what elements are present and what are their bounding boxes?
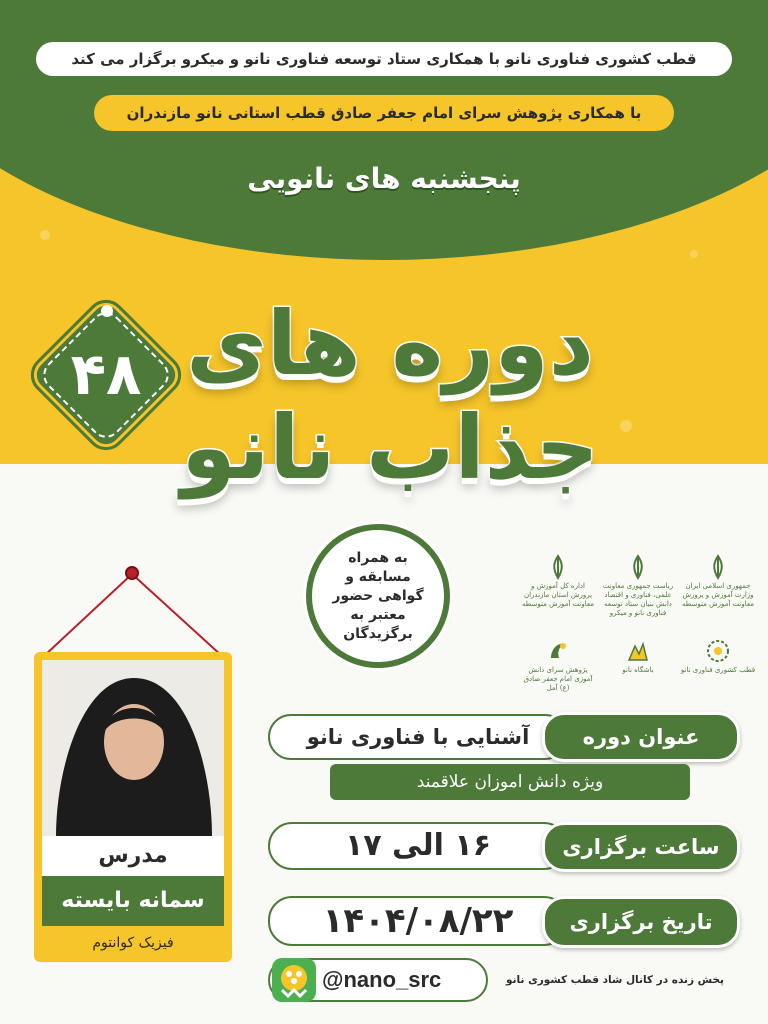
research-house-icon [545,638,571,664]
iran-emblem-icon [545,554,571,580]
shad-logo-icon [272,958,316,1002]
decor-dot [620,420,632,432]
series-title: پنجشنبه های نانویی [247,162,521,195]
course-title-value: آشنایی با فناوری نانو [268,714,568,760]
main-title-line-2: جذاب نانو [181,396,599,499]
social-handle[interactable]: @nano_src [322,967,442,992]
partner-banner: با همکاری پژوهش سرای امام جعفر صادق قطب استانی نانو مازندران [94,95,674,131]
time-label: ساعت برگزاری [542,822,740,872]
iran-emblem-icon [705,554,731,580]
time-value: ۱۶ الی ۱۷ [268,822,568,870]
teacher-portrait [42,660,224,836]
decor-dot [690,250,698,258]
course-audience: ویژه دانش اموزان علاقمند [330,764,690,800]
teacher-name: سمانه بایسته [42,876,224,926]
science-vp-emblem [600,554,676,624]
research-house-logo [520,638,596,708]
logo-caption: قطب کشوری فناوری نانو [680,666,756,674]
iran-emblem-icon [625,554,651,580]
teacher-photo [42,660,224,836]
nano-club-icon [625,638,651,664]
teacher-role: مدرس [42,836,224,876]
date-label: تاریخ برگزاری [542,896,740,948]
nano-hub-logo [680,638,756,708]
shad-app-icon [272,958,316,1002]
bonus-text: به همراه مسابقه و گواهی حضور معتبر به برگزیدگان [332,549,424,642]
organizer-banner: قطب کشوری فناوری نانو با همکاری ستاد توسعه فناوری نانو و میکرو برگزار می کند [36,42,732,76]
course-title-label: عنوان دوره [542,712,740,762]
episode-number: ۴۸ [70,340,142,408]
date-value: ۱۴۰۴/۰۸/۲۲ [268,896,568,946]
ministry-education-emblem [680,554,756,624]
logo-caption: پژوهش سرای دانش آموزی امام جعفر صادق (ع) آمل [523,666,593,692]
hanging-pin [125,566,139,580]
main-title-line-1: دوره های [186,292,594,395]
nano-hub-icon [705,638,731,664]
logo-caption: ریاست جمهوری معاونت علمی، فناوری و اقتصاد دانش بنیان ستاد توسعه فناوری نانو و میکرو [602,582,674,617]
live-broadcast-note: پخش زنده در کانال شاد قطب کشوری نانو [506,974,724,986]
sponsor-logos [516,554,756,714]
episode-badge-pin [101,305,113,317]
bonus-circle [306,524,450,668]
teacher-field: فیزیک کوانتوم [92,935,174,951]
decor-dot [40,230,50,240]
province-education-emblem [520,554,596,624]
logo-caption: باشگاه نانو [622,666,654,674]
logo-caption: اداره کل آموزش و پرورش استان مازندران معاونت آموزش متوسطه [522,582,594,608]
teacher-card [34,652,232,962]
nano-club-logo [600,638,676,708]
logo-caption: جمهوری اسلامی ایران وزارت آموزش و پرورش معاونت آموزش متوسطه [682,582,754,608]
